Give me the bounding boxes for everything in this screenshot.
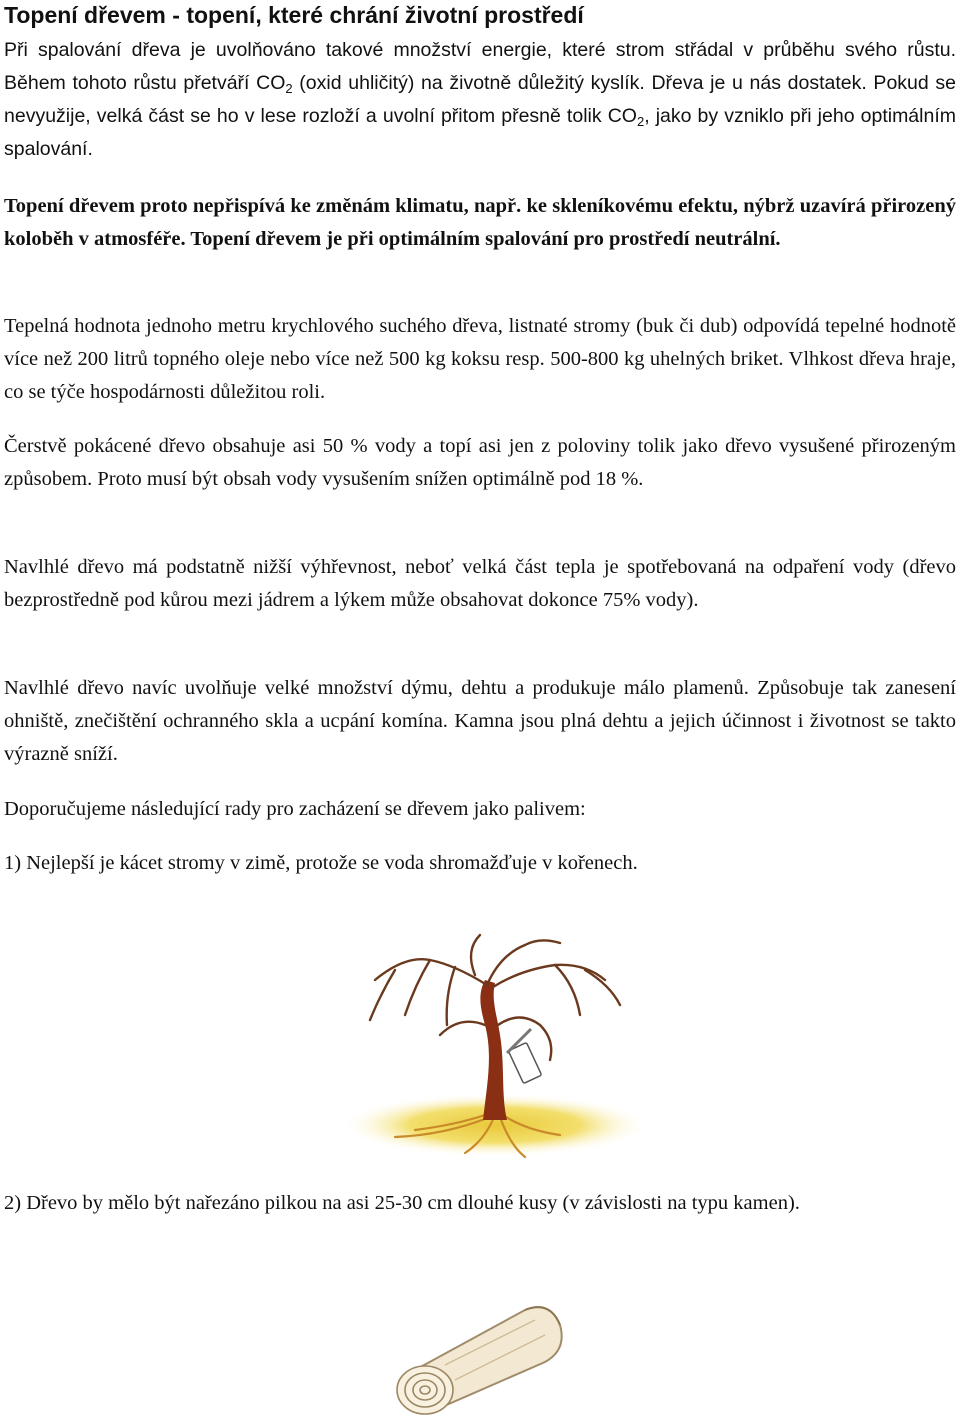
intro-text-3: , jako by vzniklo při jeho optimálním spalování.: [4, 105, 956, 160]
tip-2: 2) Dřevo by mělo být nařezáno pilkou na asi 25-30 cm dlouhé kusy (v závislosti na typu kamen).: [4, 1192, 800, 1214]
smoke-paragraph: Navlhlé dřevo navíc uvolňuje velké množství dýmu, dehtu a produkuje málo plamenů. Způsobuje tak zanesení ohniště, znečištění ochranného skla a ucpání komína. Kamna jsou plná dehtu a jejich účinnost i životnost se takto výrazně sníží.: [4, 677, 956, 765]
co2-subscript-1: 2: [285, 81, 293, 96]
log-end-rings: [397, 1366, 453, 1414]
heat-value-paragraph: Tepelná hodnota jednoho metru krychlového suchého dřeva, listnaté stromy (buk či dub) odpovídá tepelné hodnotě více než 200 litrů topného oleje nebo více než 500 kg koksu resp. 500-800 kg uhelných briket. Vlhkost dřeva hraje, co se týče hospodárnosti důležitou roli.: [4, 315, 956, 403]
axe-icon: [507, 1029, 542, 1084]
fresh-wood-paragraph: Čerstvě pokácené dřevo obsahuje asi 50 % vody a topí asi jen z poloviny tolik jako dřevo vysušené přirozeným způsobem. Proto musí být obsah vody vysušením snížen optimálně pod 18 %.: [4, 435, 956, 490]
advice-intro: Doporučujeme následující rady pro zacházení se dřevem jako palivem:: [4, 798, 586, 820]
intro-text-2: (oxid uhličitý) na životně důležitý kyslík. Dřeva je u nás dostatek. Pokud se nevyužije, velká část se ho v lese rozloží a uvolní přitom přesně tolik CO: [4, 72, 956, 127]
intro-paragraph: [4, 34, 956, 166]
emphasis-paragraph: Topení dřevem proto nepřispívá ke změnám klimatu, např. ke skleníkovému efektu, nýbrž uzavírá přirozený koloběh v atmosféře. Topení dřevem je při optimálním spalování pro prostředí neutrální.: [4, 195, 956, 250]
page-title: Topení dřevem - topení, které chrání životní prostředí: [4, 2, 584, 28]
wet-wood-paragraph: Navlhlé dřevo má podstatně nižší výhřevnost, neboť velká část tepla je spotřebovaná na odpaření vody (dřevo bezprostředně pod kůrou mezi jádrem a lýkem může obsahovat dokonce 75% vody).: [4, 556, 956, 611]
co2-subscript-2: 2: [636, 114, 645, 129]
tree-illustration: [335, 925, 655, 1165]
tip-1: 1) Nejlepší je kácet stromy v zimě, protože se voda shromažďuje v kořenech.: [4, 852, 638, 874]
log-illustration: [385, 1300, 585, 1415]
intro-text-1: Při spalování dřeva je uvolňováno takové množství energie, které strom střádal v průběhu svého růstu. Během tohoto růstu přetváří CO: [4, 39, 956, 94]
